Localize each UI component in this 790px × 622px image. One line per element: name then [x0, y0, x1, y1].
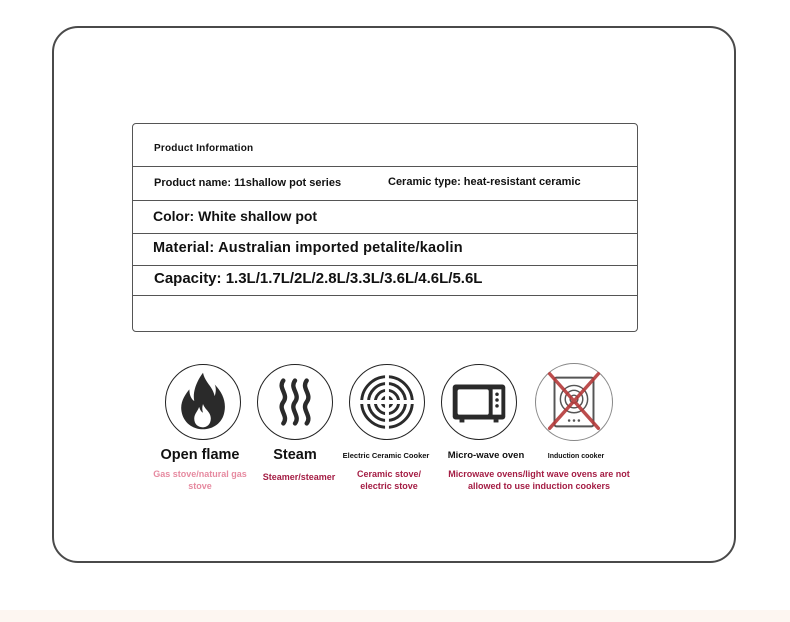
induction-cooker-crossed-icon: [535, 363, 613, 441]
note-steam: Steamer/steamer: [262, 472, 336, 482]
note-open-flame: Gas stove/natural gas stove: [153, 469, 247, 491]
bottom-strip: [0, 610, 790, 622]
info-row-color: [133, 201, 637, 234]
info-row-name: [133, 167, 637, 201]
info-heading: Product Information: [154, 143, 254, 154]
ceramic-cooker-icon: [349, 364, 425, 440]
label-open-flame: Open flame: [160, 447, 240, 463]
info-row-heading: [133, 124, 637, 167]
product-name: Product name: 11shallow pot series: [154, 177, 342, 189]
label-steam: Steam: [273, 447, 317, 463]
info-row-material: [133, 234, 637, 266]
product-capacity: Capacity: 1.3L/1.7L/2L/2.8L/3.3L/3.6L/4.6L/5.6L: [154, 270, 483, 287]
note-microwave: Microwave ovens/light wave ovens are not allowed to use induction cookers: [448, 469, 630, 491]
label-induction-cooker: Induction cooker: [547, 453, 605, 460]
ceramic-type: Ceramic type: heat-resistant ceramic: [388, 176, 581, 188]
product-material: Material: Australian imported petalite/kaolin: [153, 240, 463, 256]
microwave-icon: [441, 364, 517, 440]
label-microwave: Micro-wave oven: [447, 450, 525, 461]
label-ceramic-cooker: Electric Ceramic Cooker: [342, 451, 430, 460]
product-info-table: [132, 123, 638, 332]
note-ceramic-cooker: Ceramic stove/ electric stove: [356, 469, 422, 491]
steam-icon: [257, 364, 333, 440]
info-row-capacity: [133, 266, 637, 296]
info-row-empty: [133, 296, 637, 332]
flame-icon: [165, 364, 241, 440]
product-color: Color: White shallow pot: [153, 208, 318, 224]
